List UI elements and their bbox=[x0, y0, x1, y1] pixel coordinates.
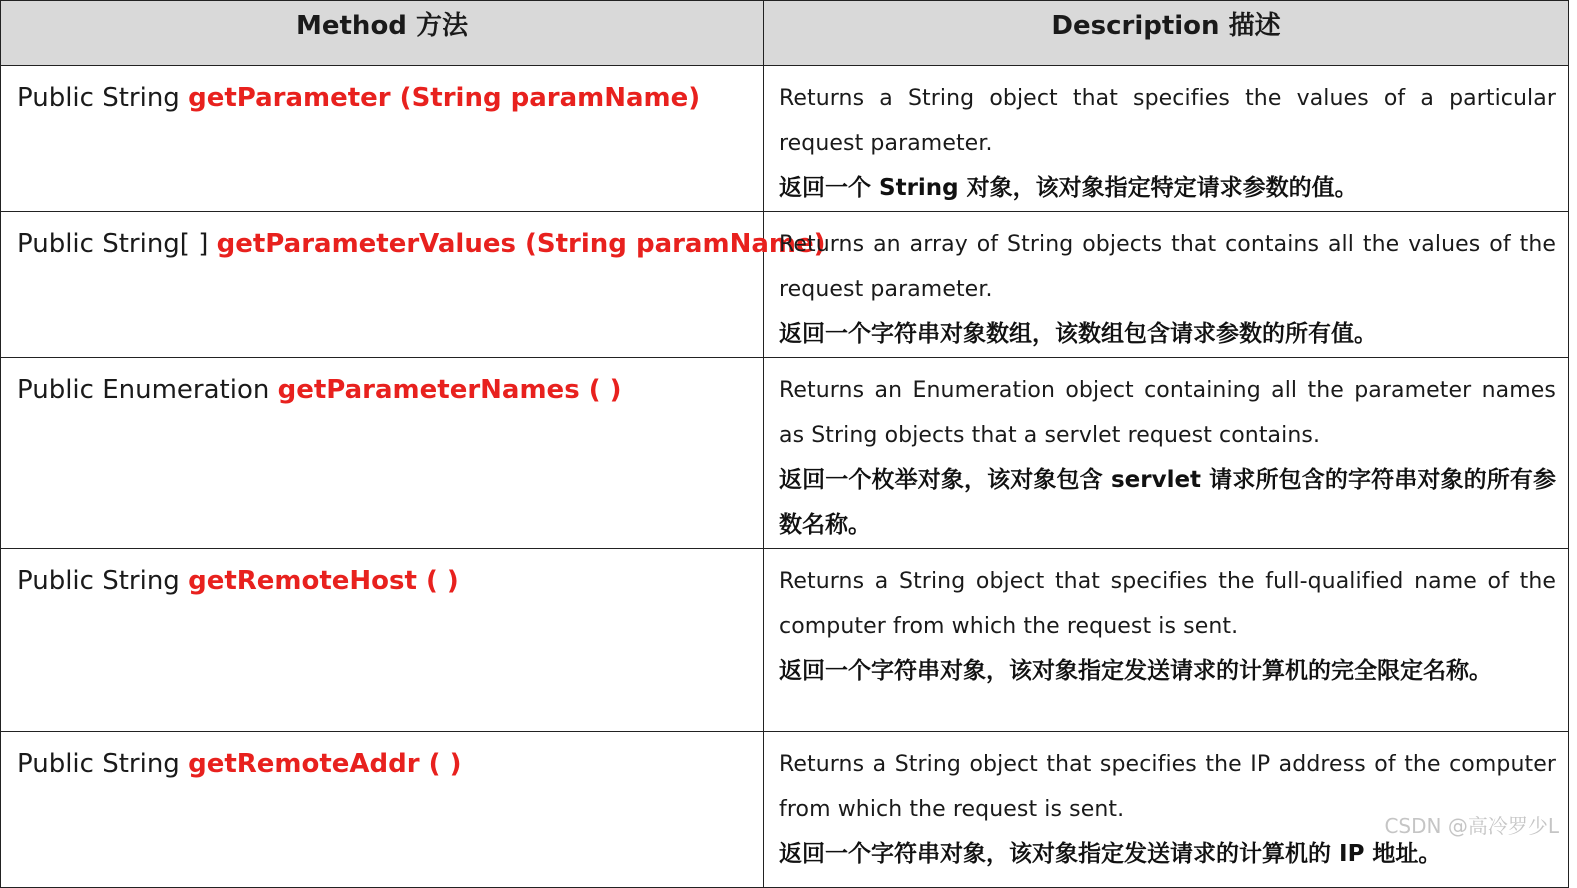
description-chinese: 返回一个字符串对象数组，该数组包含请求参数的所有值。 bbox=[779, 321, 1377, 347]
method-cell bbox=[1, 358, 764, 549]
table-row bbox=[1, 212, 1569, 358]
method-prefix: Public String bbox=[17, 749, 189, 779]
table-row bbox=[1, 549, 1569, 732]
method-prefix: Public String bbox=[17, 83, 189, 113]
header-method: Method 方法 bbox=[1, 1, 764, 66]
method-cell bbox=[1, 549, 764, 732]
description-cell bbox=[764, 212, 1569, 358]
description-english: Returns a String object that specifies the full-qualified name of the computer from which the request is sent. bbox=[779, 569, 1556, 639]
description-cell bbox=[764, 66, 1569, 212]
method-cell bbox=[1, 732, 764, 888]
description-cell bbox=[764, 358, 1569, 549]
table-row bbox=[1, 358, 1569, 549]
description-chinese: 返回一个枚举对象，该对象包含 servlet 请求所包含的字符串对象的所有参数名称。 bbox=[779, 467, 1556, 538]
watermark: CSDN @高冷罗少L bbox=[1384, 814, 1559, 838]
description-english: Returns a String object that specifies the IP address of the computer from which the request is sent. bbox=[779, 752, 1556, 822]
method-prefix: Public String[ ] bbox=[17, 229, 217, 259]
method-name: getParameterValues (String paramName) bbox=[216, 229, 826, 259]
method-prefix: Public String bbox=[17, 566, 189, 596]
method-prefix: Public Enumeration bbox=[17, 375, 278, 405]
method-cell bbox=[1, 212, 826, 358]
method-name: getParameter (String paramName) bbox=[188, 83, 701, 113]
description-chinese: 返回一个字符串对象，该对象指定发送请求的计算机的 IP 地址。 bbox=[779, 841, 1442, 867]
table-row bbox=[1, 66, 1569, 212]
method-name: getRemoteHost ( ) bbox=[188, 566, 459, 596]
method-name: getParameterNames ( ) bbox=[277, 375, 622, 405]
method-name: getRemoteAddr ( ) bbox=[188, 749, 462, 779]
method-cell bbox=[1, 66, 764, 212]
header-description: Description 描述 bbox=[764, 1, 1569, 66]
description-cell bbox=[764, 549, 1569, 732]
table-header-row bbox=[1, 1, 1569, 66]
description-chinese: 返回一个字符串对象，该对象指定发送请求的计算机的完全限定名称。 bbox=[779, 658, 1492, 684]
description-english: Returns an array of String objects that contains all the values of the request parameter. bbox=[779, 232, 1556, 302]
table-row bbox=[1, 732, 1569, 888]
description-english: Returns an Enumeration object containing all the parameter names as String objects that a servlet request contains. bbox=[779, 378, 1556, 448]
description-english: Returns a String object that specifies the values of a particular request parameter. bbox=[779, 86, 1556, 156]
description-chinese: 返回一个 String 对象，该对象指定特定请求参数的值。 bbox=[779, 175, 1358, 201]
